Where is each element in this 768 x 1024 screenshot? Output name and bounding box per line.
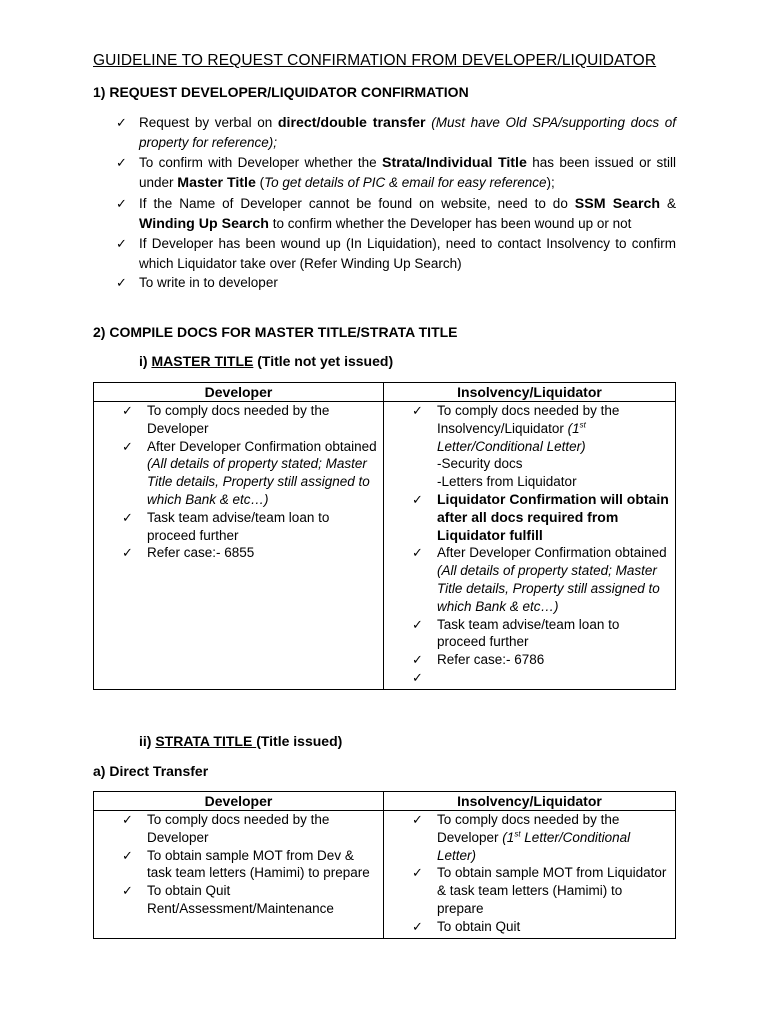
superscript: st bbox=[579, 420, 586, 430]
item-italic-text: (All details of property stated; Master Title details, Property still assigned to which Bank & etc…) bbox=[147, 456, 370, 507]
section1-heading: 1) REQUEST DEVELOPER/LIQUIDATOR CONFIRMATION bbox=[93, 84, 469, 100]
checkmark-icon: ✓ bbox=[412, 652, 423, 668]
direct-transfer-subheading: a) Direct Transfer bbox=[93, 763, 209, 779]
item-text: If the Name of Developer cannot be found on website, need to do bbox=[139, 195, 575, 211]
checkmark-icon: ✓ bbox=[122, 509, 133, 525]
checkmark-icon: ✓ bbox=[122, 438, 133, 454]
subheading-underlined: STRATA TITLE bbox=[155, 733, 257, 749]
subheading-suffix: (Title not yet issued) bbox=[253, 353, 394, 369]
list-item bbox=[116, 113, 676, 153]
item-text: To obtain sample MOT from Dev & task team letters (Hamimi) to prepare bbox=[147, 847, 370, 881]
master-title-subheading bbox=[139, 353, 393, 369]
developer-cell bbox=[94, 811, 384, 939]
section2-heading: 2) COMPILE DOCS FOR MASTER TITLE/STRATA TITLE bbox=[93, 324, 458, 340]
empty-list-item bbox=[412, 669, 669, 687]
list-item bbox=[412, 544, 669, 615]
item-text: To obtain sample MOT from Liquidator & task team letters (Hamimi) to prepare bbox=[437, 865, 667, 916]
checkmark-icon: ✓ bbox=[122, 883, 133, 899]
list-item bbox=[412, 491, 669, 544]
item-text: Refer case:- 6855 bbox=[147, 545, 255, 561]
list-item bbox=[122, 847, 377, 883]
item-text: To comply docs needed by the Developer bbox=[437, 812, 620, 845]
item-text: After Developer Confirmation obtained bbox=[147, 438, 377, 454]
item-bold-text: SSM Search bbox=[574, 195, 661, 212]
subheading-suffix: (Title issued) bbox=[256, 733, 343, 749]
list-item bbox=[116, 153, 676, 194]
checkmark-icon: ✓ bbox=[122, 812, 133, 827]
list-item bbox=[116, 273, 676, 292]
column-header-liquidator: Insolvency/Liquidator bbox=[384, 383, 676, 402]
item-text: ); bbox=[546, 175, 555, 191]
developer-cell bbox=[94, 402, 384, 690]
list-item bbox=[412, 864, 669, 917]
direct-transfer-table bbox=[93, 791, 676, 939]
item-text: To comply docs needed by the Developer bbox=[147, 403, 330, 436]
checkmark-icon: ✓ bbox=[412, 545, 423, 561]
list-item bbox=[122, 402, 377, 438]
list-item bbox=[412, 918, 669, 936]
list-item bbox=[122, 438, 377, 509]
sub-line: -Letters from Liquidator bbox=[437, 474, 577, 490]
item-text: To obtain Quit bbox=[437, 918, 521, 934]
strata-title-subheading bbox=[139, 733, 342, 749]
checkmark-icon: ✓ bbox=[116, 195, 127, 211]
checkmark-icon: ✓ bbox=[412, 669, 423, 685]
liquidator-cell bbox=[384, 402, 676, 690]
liquidator-cell bbox=[384, 811, 676, 939]
checkmark-icon: ✓ bbox=[412, 403, 423, 418]
item-italic-text: (Must have Old SPA/supporting docs of property for reference); bbox=[139, 115, 676, 151]
section1-checklist bbox=[116, 113, 676, 293]
subheading-prefix: ii) bbox=[139, 733, 156, 749]
item-bold-text: direct/double transfer bbox=[277, 115, 426, 131]
item-text: & bbox=[660, 195, 677, 211]
document-title: GUIDELINE TO REQUEST CONFIRMATION FROM DEVELOPER/LIQUIDATOR bbox=[93, 52, 657, 69]
column-header-developer: Developer bbox=[94, 792, 384, 811]
subheading-prefix: i) bbox=[139, 353, 152, 369]
list-item bbox=[412, 402, 669, 455]
item-text: After Developer Confirmation obtained bbox=[437, 545, 667, 561]
checkmark-icon: ✓ bbox=[412, 918, 423, 934]
item-italic-text: (1 bbox=[567, 420, 580, 436]
item-italic-text: Letter/Conditional Letter) bbox=[437, 438, 586, 454]
checkmark-icon: ✓ bbox=[116, 154, 127, 170]
item-text: Refer case:- 6786 bbox=[437, 652, 545, 668]
checkmark-icon: ✓ bbox=[412, 491, 423, 507]
column-header-liquidator: Insolvency/Liquidator bbox=[384, 792, 676, 811]
item-text: To confirm with Developer whether the bbox=[139, 154, 383, 170]
item-text: ( bbox=[255, 175, 265, 191]
item-text: Task team advise/team loan to proceed further bbox=[437, 616, 620, 650]
checkmark-icon: ✓ bbox=[116, 236, 127, 252]
item-italic-text: Letter/Conditional Letter) bbox=[437, 829, 631, 863]
checkmark-icon: ✓ bbox=[412, 616, 423, 632]
subheading-underlined: MASTER TITLE bbox=[151, 353, 254, 369]
checkmark-icon: ✓ bbox=[122, 403, 133, 418]
list-item bbox=[116, 194, 676, 235]
item-bold-text: Winding Up Search bbox=[139, 216, 269, 233]
item-bold-text: Strata/Individual Title bbox=[382, 154, 527, 171]
item-text: Request by verbal on bbox=[139, 115, 278, 130]
item-text: To obtain Quit Rent/Assessment/Maintenance bbox=[147, 883, 334, 916]
checkmark-icon: ✓ bbox=[122, 847, 133, 863]
item-text: to confirm whether the Developer has been wound up or not bbox=[268, 216, 632, 232]
list-item bbox=[122, 509, 377, 545]
checkmark-icon: ✓ bbox=[122, 545, 133, 561]
superscript: st bbox=[514, 829, 521, 839]
item-italic-text: To get details of PIC & email for easy reference bbox=[264, 175, 547, 191]
item-text: has been issued or still under bbox=[139, 154, 677, 191]
master-title-table bbox=[93, 382, 676, 690]
column-header-developer: Developer bbox=[94, 383, 384, 402]
list-item bbox=[412, 616, 669, 652]
list-item bbox=[122, 811, 377, 847]
item-text: If Developer has been wound up (In Liquidation), need to contact Insolvency to confirm which Liquidator take over (Refer Winding Up Search) bbox=[139, 236, 676, 271]
item-text: Task team advise/team loan to proceed further bbox=[147, 509, 330, 543]
checkmark-icon: ✓ bbox=[412, 865, 423, 881]
sub-line: -Security docs bbox=[437, 456, 523, 472]
item-bold-text: Master Title bbox=[177, 175, 256, 192]
list-item bbox=[122, 544, 377, 562]
list-item bbox=[116, 234, 676, 273]
checkmark-icon: ✓ bbox=[116, 115, 127, 130]
checkmark-icon: ✓ bbox=[412, 812, 423, 827]
list-item bbox=[122, 882, 377, 918]
item-italic-text: (1 bbox=[502, 829, 515, 845]
item-bold-text: Liquidator Confirmation will obtain after all docs required from Liquidator fulfill bbox=[437, 490, 669, 543]
item-text: To comply docs needed by the Insolvency/Liquidator bbox=[437, 403, 620, 436]
item-italic-text: (All details of property stated; Master Title details, Property still assigned to which Bank & etc…) bbox=[437, 563, 660, 614]
checkmark-icon: ✓ bbox=[116, 275, 127, 291]
list-item bbox=[412, 651, 669, 669]
item-text: To comply docs needed by the Developer bbox=[147, 812, 330, 845]
list-item bbox=[412, 811, 669, 864]
item-text: To write in to developer bbox=[139, 275, 278, 291]
